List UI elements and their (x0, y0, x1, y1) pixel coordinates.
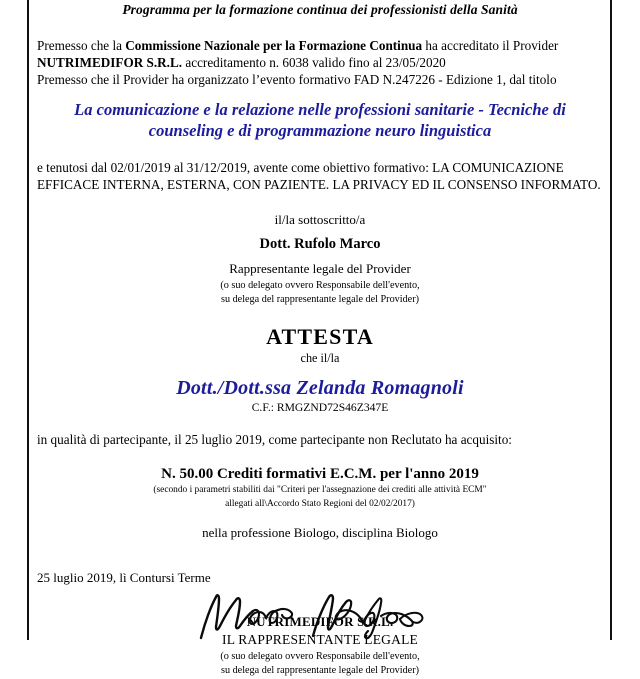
signature-note-line-1: (o suo delegato ovvero Responsabile dell'evento, (220, 651, 420, 663)
commissione-nazionale-name: Commissione Nazionale per la Formazione Continua (125, 37, 423, 53)
profession-discipline: nella professione Biologo, disciplina Biologo (202, 525, 438, 541)
signature-note (37, 650, 603, 678)
provider-name: NUTRIMEDIFOR S.R.L. (37, 55, 183, 70)
premessa-block (37, 37, 603, 88)
premessa-line-2 (37, 54, 603, 71)
undersigned-label: il/la sottoscritto/a (274, 211, 366, 227)
certificate-content (33, 0, 607, 677)
credits-note-line-2: allegati all\Accordo Stato Regioni del 02/02/2017) (225, 498, 415, 509)
recipient-fiscal-code: C.F.: RMGZND72S46Z347E (251, 401, 389, 414)
event-organized-line: Premesso che il Provider ha organizzato l’evento formativo FAD N.247226 - Edizione 1, dal titolo (37, 72, 557, 88)
period-objective-line-2: EFFICACE INTERNA, ESTERNA, CON PAZIENTE. LA PRIVACY ED IL CONSENSO INFORMATO. (37, 176, 601, 192)
credits-note-line-1: (secondo i parametri stabiliti dai "Criteri per l'assegnazione dei crediti alle attività ECM" (153, 485, 487, 496)
place-and-date: 25 luglio 2019, lì Contursi Terme (37, 570, 211, 586)
accreditation-details: accreditamento n. 6038 valido fino al 23/05/2020 (182, 55, 446, 70)
che-il-la-label: che il/la (300, 351, 340, 365)
course-title (37, 99, 603, 141)
credits-heading: N. 50.00 Crediti formativi E.C.M. per l'anno 2019 (161, 466, 479, 483)
premessa-line-1-prefix: Premesso che la (37, 37, 126, 53)
period-objective-block (37, 159, 603, 193)
credits-note (37, 484, 603, 511)
premessa-line-1 (37, 37, 603, 54)
signature-company-name: NUTRIMEDIFOR S.R.L. (246, 614, 394, 630)
recipient-name: Dott./Dott.ssa Zelanda Romagnoli (176, 377, 464, 399)
program-header: Programma per la formazione continua dei professionisti della Sanità (122, 2, 518, 17)
undersigned-note-line-1: (o suo delegato ovvero Responsabile dell'evento, (220, 279, 420, 291)
premessa-line-1-suffix: ha accreditato il Provider (422, 37, 559, 53)
page-border-left (27, 0, 29, 640)
participation-line: in qualità di partecipante, il 25 luglio 2019, come partecipante non Reclutato ha acquisito: (37, 432, 512, 447)
signature-role: IL RAPPRESENTANTE LEGALE (222, 632, 418, 648)
undersigned-name: Dott. Rufolo Marco (259, 235, 381, 252)
course-title-line-1: La comunicazione e la relazione nelle professioni sanitarie - Tecniche di (74, 100, 566, 120)
period-objective-line-1: e tenutosi dal 02/01/2019 al 31/12/2019, avente come obiettivo formativo: LA COMUNICAZIONE (37, 159, 564, 175)
undersigned-note-line-2: su delega del rappresentante legale del Provider) (220, 293, 419, 305)
attesta-heading: ATTESTA (266, 324, 374, 349)
page-border-right (610, 0, 612, 640)
undersigned-role: Rappresentante legale del Provider (229, 260, 411, 276)
undersigned-note (37, 279, 603, 307)
signature-note-line-2: su delega del rappresentante legale del Provider) (220, 665, 419, 677)
course-title-line-2: counseling e di programmazione neuro linguistica (148, 121, 492, 141)
handwritten-signature (195, 592, 455, 640)
